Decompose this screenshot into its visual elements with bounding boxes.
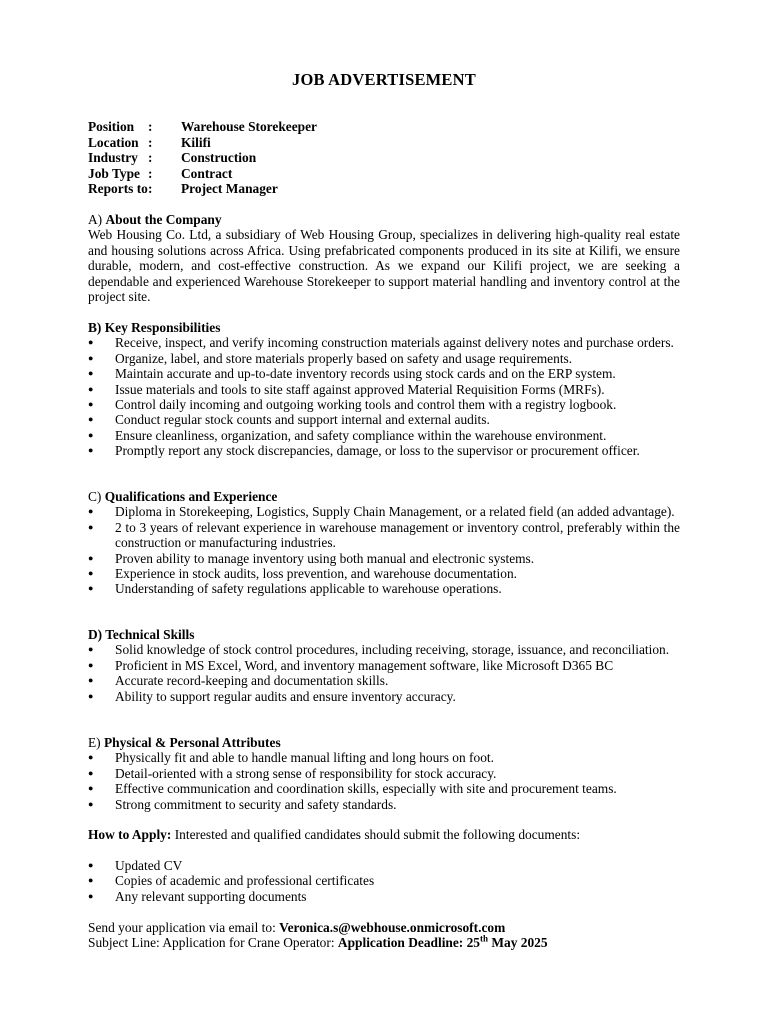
about-text: Web Housing Co. Ltd, a subsidiary of Web Housing Group, specializes in delivering high-quality real estate and housing solutions across Africa. Using prefabricated components produced in its site at Kilifi, we ensure durable, modern, and cost-effective construction. As we expand our Kilifi project, we are seeking a dependable and experienced Warehouse Storekeeper to support material handling and inventory control at the project site. xyxy=(88,227,680,305)
job-detail-row xyxy=(88,119,317,135)
job-detail-separator: : xyxy=(148,134,153,150)
list-item: ● Strong commitment to security and safety standards. xyxy=(88,797,680,812)
about-letter: A) xyxy=(88,212,103,227)
documents-list xyxy=(88,858,680,904)
job-detail-value: Contract xyxy=(181,165,233,181)
physical-attributes-list xyxy=(88,750,680,812)
qualifications-letter: C) xyxy=(88,489,102,504)
job-detail-row xyxy=(88,166,317,182)
how-to-apply-text: Interested and qualified candidates should submit the following documents: xyxy=(174,827,581,842)
list-item: ● Ability to support regular audits and ensure inventory accuracy. xyxy=(88,689,680,704)
job-details xyxy=(88,119,317,197)
job-detail-value: Warehouse Storekeeper xyxy=(181,119,317,134)
list-item: ● Control daily incoming and outgoing working tools and control them with a registry logbook. xyxy=(88,397,680,412)
documents-section xyxy=(88,858,680,904)
job-detail-separator: : xyxy=(148,150,153,165)
list-item: ● Conduct regular stock counts and support internal and external audits. xyxy=(88,412,680,427)
job-detail-separator: : xyxy=(148,119,153,134)
job-detail-row xyxy=(88,135,317,151)
job-detail-key: Location xyxy=(88,134,139,150)
list-item: ● Maintain accurate and up-to-date inventory records using stock cards and on the ERP system. xyxy=(88,366,680,381)
list-item: ● Accurate record-keeping and documentation skills. xyxy=(88,673,680,688)
physical-letter: E) xyxy=(88,735,101,750)
application-email-link[interactable]: Veronica.s@webhouse.onmicrosoft.com xyxy=(279,920,506,935)
job-detail-value: Construction xyxy=(181,150,257,165)
list-item: ● Receive, inspect, and verify incoming construction materials against delivery notes and purchase orders. xyxy=(88,335,680,350)
subject-text: Subject Line: Application for Crane Operator: xyxy=(88,935,335,951)
list-item: ● Copies of academic and professional certificates xyxy=(88,873,680,888)
job-detail-row xyxy=(88,150,317,166)
qualifications-section xyxy=(88,489,680,597)
deadline-label: Application Deadline: 25 xyxy=(337,935,481,951)
list-item: ● Proficient in MS Excel, Word, and inventory management software, like Microsoft D365 BC xyxy=(88,658,680,673)
qualifications-heading-text: Qualifications and Experience xyxy=(104,489,278,504)
deadline-suffix: th xyxy=(480,933,489,944)
job-detail-row xyxy=(88,181,317,197)
physical-attributes-heading xyxy=(88,735,680,750)
list-item: ● Solid knowledge of stock control procedures, including receiving, storage, issuance, and reconciliation. xyxy=(88,642,680,657)
list-item: ● Diploma in Storekeeping, Logistics, Supply Chain Management, or a related field (an added advantage). xyxy=(88,504,680,519)
deadline-date: May 2025 xyxy=(491,935,548,951)
job-detail-key: Position xyxy=(88,119,135,134)
how-to-apply-label: How to Apply: xyxy=(88,827,172,842)
document-title: JOB ADVERTISEMENT xyxy=(292,70,476,89)
about-heading xyxy=(88,212,680,227)
responsibilities-heading: B) Key Responsibilities xyxy=(88,320,221,335)
how-to-apply-intro xyxy=(88,827,680,842)
physical-attributes-section xyxy=(88,735,680,812)
about-section xyxy=(88,212,680,304)
job-detail-key: Job Type xyxy=(88,165,140,181)
application-contact xyxy=(88,920,680,951)
how-to-apply-section xyxy=(88,827,680,842)
responsibilities-section xyxy=(88,320,680,459)
list-item: ● 2 to 3 years of relevant experience in warehouse management or inventory control, preferably within the construction or manufacturing industries. xyxy=(88,520,680,551)
list-item: ● Detail-oriented with a strong sense of responsibility for stock accuracy. xyxy=(88,766,680,781)
list-item: ● Organize, label, and store materials properly based on safety and usage requirements. xyxy=(88,351,680,366)
list-item: ● Ensure cleanliness, organization, and safety compliance within the warehouse environment. xyxy=(88,428,680,443)
send-text: Send your application via email to: xyxy=(88,920,276,935)
list-item: ● Issue materials and tools to site staff against approved Material Requisition Forms (MRFs). xyxy=(88,382,680,397)
technical-skills-section xyxy=(88,627,680,704)
responsibilities-list xyxy=(88,335,680,458)
job-detail-value: Kilifi xyxy=(181,134,211,150)
job-detail-key: Industry xyxy=(88,150,138,165)
technical-skills-list xyxy=(88,642,680,704)
technical-skills-heading: D) Technical Skills xyxy=(88,627,195,642)
qualifications-heading xyxy=(88,489,680,504)
job-detail-key: Reports to xyxy=(88,181,148,196)
subject-line xyxy=(88,935,680,950)
physical-heading-text: Physical & Personal Attributes xyxy=(104,735,281,750)
list-item: ● Effective communication and coordination skills, especially with site and procurement teams. xyxy=(88,781,680,796)
list-item: ● Updated CV xyxy=(88,858,680,873)
list-item: ● Any relevant supporting documents xyxy=(88,889,680,904)
job-detail-separator: : xyxy=(148,165,153,181)
email-line xyxy=(88,920,680,935)
job-detail-separator: : xyxy=(148,181,153,196)
job-detail-value: Project Manager xyxy=(181,181,278,196)
list-item: ● Understanding of safety regulations applicable to warehouse operations. xyxy=(88,581,680,596)
qualifications-list xyxy=(88,504,680,596)
list-item: ● Physically fit and able to handle manual lifting and long hours on foot. xyxy=(88,750,680,765)
list-item: ● Promptly report any stock discrepancies, damage, or loss to the supervisor or procurement officer. xyxy=(88,443,680,458)
list-item: ● Experience in stock audits, loss prevention, and warehouse documentation. xyxy=(88,566,680,581)
job-advertisement-page xyxy=(88,0,680,1024)
about-heading-text: About the Company xyxy=(105,212,222,227)
list-item: ● Proven ability to manage inventory using both manual and electronic systems. xyxy=(88,551,680,566)
deadline xyxy=(338,935,548,950)
